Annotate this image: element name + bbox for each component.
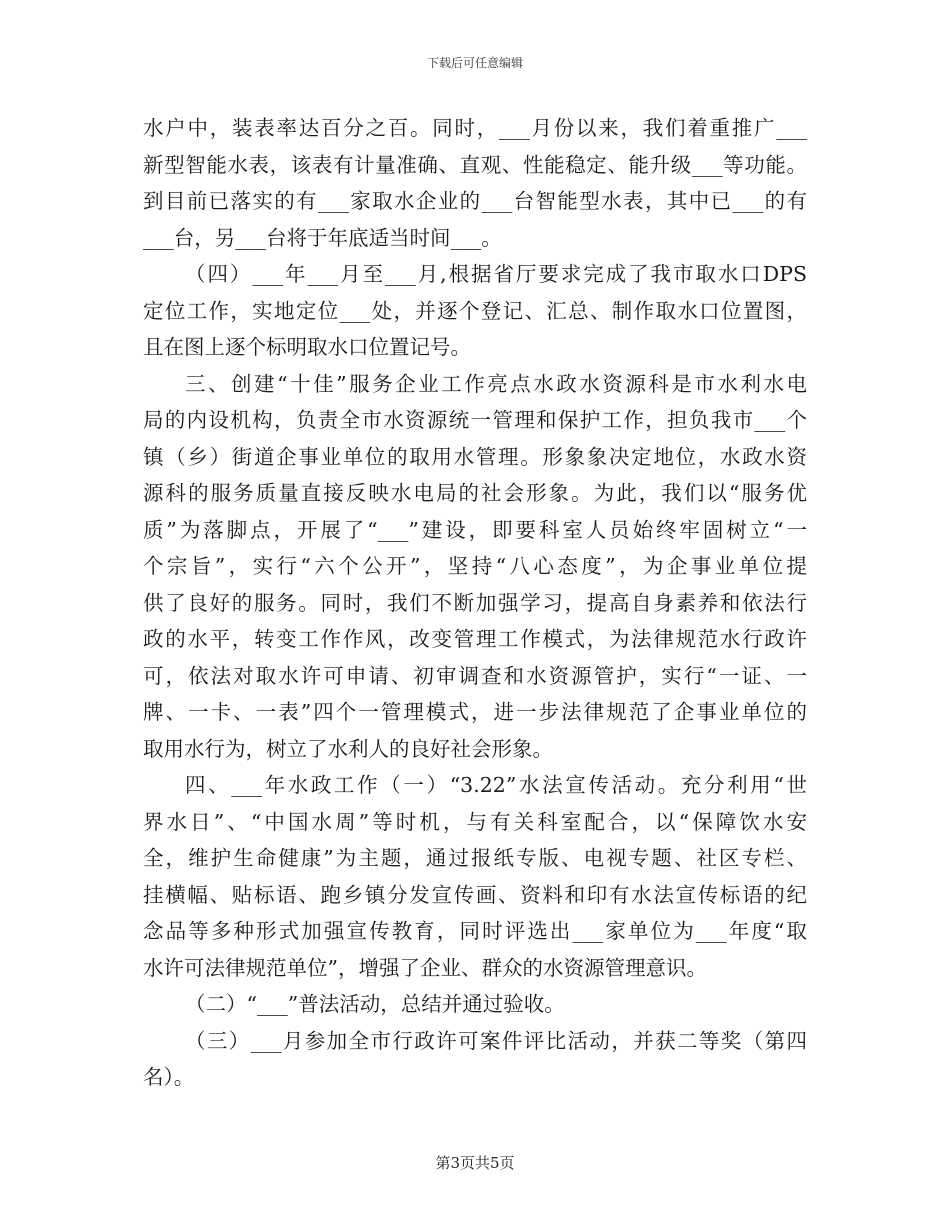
text-line: 新型智能水表，该表有计量准确、直观、性能稳定、能升级___等功能。 [143, 152, 807, 177]
page-header: 下载后可任意编辑 [426, 56, 523, 70]
text-line: 全，维护生命健康”为主题，通过报纸专版、电视专题、社区专栏、 [143, 846, 807, 870]
text-line: 界水日”、“中国水周”等时机，与有关科室配合，以“保障饮水安 [143, 809, 807, 834]
text-line: 定位工作，实地定位___处，并逐个登记、汇总、制作取水口位置图， [143, 298, 807, 323]
page-number: 第3页共5页 [435, 1154, 515, 1172]
text-line: 水许可法律规范单位”，增强了企业、群众的水资源管理意识。 [143, 955, 707, 980]
text-line: 源科的服务质量直接反映水电局的社会形象。为此，我们以“服务优 [143, 481, 807, 505]
text-line: 挂横幅、贴标语、跑乡镇分发宣传画、资料和印有水法宣传标语的纪 [143, 882, 807, 907]
text-line: 名）。 [143, 1065, 195, 1089]
text-line: 牌、一卡、一表”四个一管理模式，进一步法律规范了企事业单位的 [143, 700, 807, 724]
text-line: 念品等多种形式加强宣传教育，同时评选出___家单位为___年度“取 [143, 919, 807, 943]
text-line: 取用水行为，树立了水利人的良好社会形象。 [143, 736, 553, 761]
text-line: （三）___月参加全市行政许可案件评比活动，并获二等奖（第四 [185, 1028, 807, 1053]
text-line: 供了良好的服务。同时，我们不断加强学习，提高自身素养和依法行 [143, 590, 807, 615]
text-line: 且在图上逐个标明取水口位置记号。 [143, 335, 471, 359]
text-line: 镇（乡）街道企事业单位的取用水管理。形象象决定地位，水政水资 [143, 444, 807, 469]
text-line: 个宗旨”，实行“六个公开”，坚持“八心态度”，为企事业单位提 [143, 554, 807, 578]
text-line: 可，依法对取水许可申请、初审调查和水资源管护，实行“一证、一 [143, 663, 807, 688]
text-line: （四）___年___月至___月,根据省厅要求完成了我市取水口DPS [185, 262, 807, 286]
text-line: 三、创建“十佳”服务企业工作亮点水政水资源科是市水利水电 [185, 371, 807, 396]
text-line: 到目前已落实的有___家取水企业的___台智能型水表，其中已___的有 [143, 189, 807, 213]
text-line: ___台，另___台将于年底适当时间___。 [143, 225, 502, 250]
document-body [143, 110, 807, 1096]
text-line: 局的内设机构，负责全市水资源统一管理和保护工作，担负我市___个 [143, 408, 807, 432]
text-line: 水户中，装表率达百分之百。同时，___月份以来，我们着重推广___ [143, 116, 807, 140]
text-line: 政的水平，转变工作作风，改变管理工作模式，为法律规范水行政许 [143, 627, 807, 651]
text-line: 质”为落脚点，开展了“___”建设，即要科室人员始终牢固树立“一 [143, 517, 807, 542]
text-line: （二）“___”普法活动，总结并通过验收。 [185, 992, 565, 1016]
text-line: 四、___年水政工作（一）“3.22”水法宣传活动。充分利用“世 [185, 773, 807, 797]
